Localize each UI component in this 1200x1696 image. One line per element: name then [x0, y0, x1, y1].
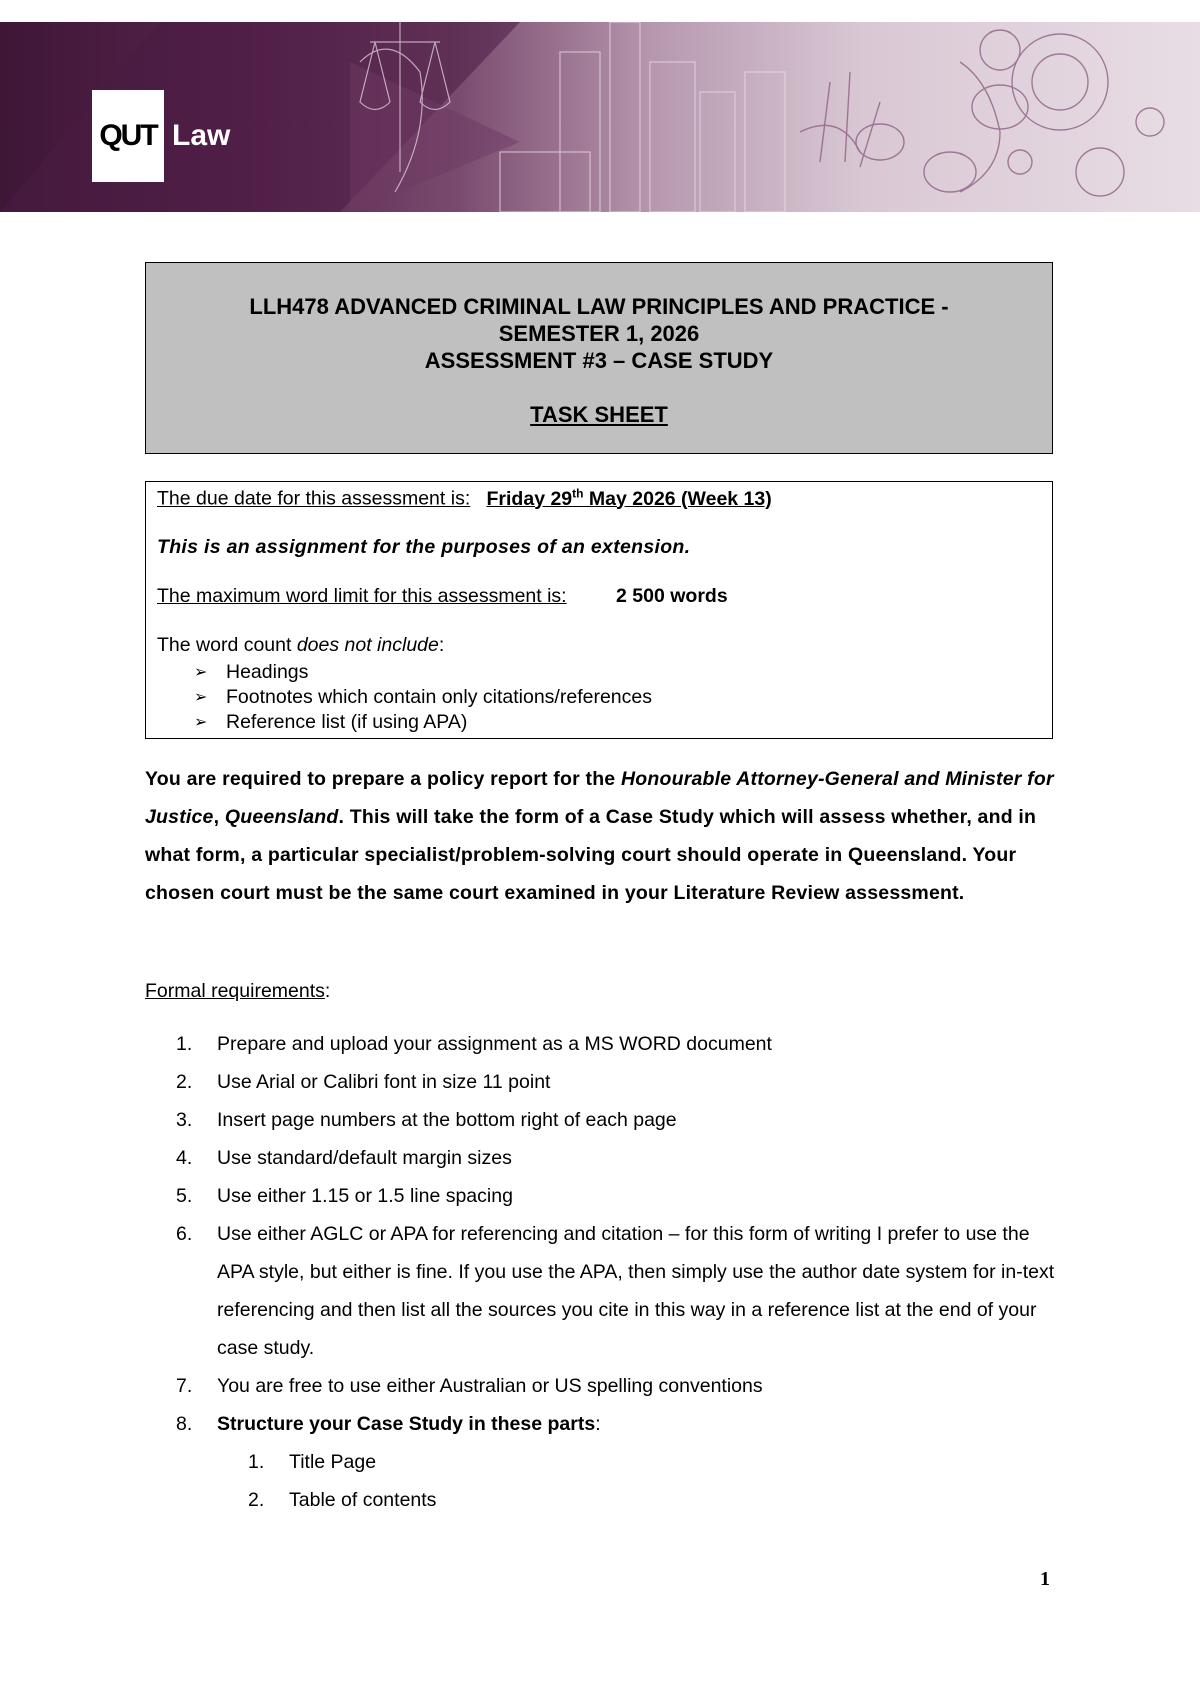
list-item [194, 685, 652, 710]
extension-note: This is an assignment for the purposes of an extension. [157, 536, 691, 558]
word-count-colon: : [438, 634, 445, 656]
arrow-bullet-icon: ➢ [194, 689, 208, 706]
title-box [145, 262, 1053, 454]
assessment-title: ASSESSMENT #3 – CASE STUDY [424, 348, 774, 373]
logo-mark: QUT [92, 90, 164, 182]
list-item-text: You are free to use either Australian or US spelling conventions [217, 1375, 763, 1397]
list-item-text: Prepare and upload your assignment as a MS WORD document [217, 1033, 772, 1055]
intro-text: You are required to prepare a policy report for the [145, 768, 621, 790]
intro-text: . This will take the form of a Case Study which will assess whether, and in what form, a particular specialist/problem-solving court should operate in Queensland. Your chosen court must be the same court examined in your Literature Review assessment. [145, 806, 1037, 904]
list-number: 4. [176, 1147, 193, 1169]
list-item-text: Use either AGLC or APA for referencing and citation – for this form of writing I prefer to use the APA style, but either is fine. If you use the APA, then simply use the author date system for in-text referencing and then list all the sources you cite in this way in a reference list at the end of your case study. [217, 1223, 1055, 1359]
formal-requirements-colon: : [324, 980, 331, 1002]
due-date-ordinal: th [572, 486, 584, 500]
list-number: 1. [176, 1033, 193, 1055]
arrow-bullet-icon: ➢ [194, 714, 208, 731]
intro-state: Queensland [224, 806, 339, 828]
due-date-label: The due date for this assessment is: [157, 487, 471, 510]
list-item [176, 1139, 1056, 1177]
sub-list-item [248, 1443, 1056, 1481]
list-item-text: Table of contents [289, 1489, 437, 1511]
arrow-bullet-icon: ➢ [194, 664, 208, 681]
sub-list-item [248, 1481, 1056, 1519]
list-item [176, 1405, 1056, 1443]
excluded-item-text: Reference list (if using APA) [226, 711, 468, 733]
list-item [176, 1367, 1056, 1405]
list-item-text: Title Page [289, 1451, 377, 1473]
requirements-list [176, 1025, 1056, 1519]
list-number: 5. [176, 1185, 193, 1207]
semester-line: SEMESTER 1, 2026 [498, 321, 700, 346]
list-number: 6. [176, 1223, 193, 1245]
intro-text: , [213, 806, 225, 828]
formal-requirements-label: Formal requirements [145, 980, 325, 1002]
task-sheet-heading: TASK SHEET [530, 402, 668, 427]
structure-colon: : [595, 1413, 601, 1435]
list-item [176, 1025, 1056, 1063]
list-number: 7. [176, 1375, 193, 1397]
list-number: 3. [176, 1109, 193, 1131]
header-banner [0, 22, 1200, 212]
list-number: 2. [176, 1071, 193, 1093]
list-number: 2. [248, 1489, 265, 1511]
excluded-list [194, 660, 652, 735]
qut-law-logo [92, 90, 230, 182]
word-count-note [157, 634, 444, 657]
page-number: 1 [1040, 1568, 1050, 1590]
due-date-day: Friday 29 [486, 487, 573, 510]
list-item [176, 1063, 1056, 1101]
intro-paragraph [145, 760, 1055, 912]
list-item-text: Use either 1.15 or 1.5 line spacing [217, 1185, 513, 1207]
due-date-row [157, 486, 772, 511]
list-item [194, 660, 652, 685]
structure-heading: Structure your Case Study in these parts [217, 1413, 596, 1435]
excluded-item-text: Headings [226, 661, 309, 683]
excluded-item-text: Footnotes which contain only citations/references [226, 686, 652, 708]
word-limit-label: The maximum word limit for this assessment is: [157, 585, 567, 607]
assessment-info-box [145, 481, 1053, 739]
intro-recipient: Honourable Attorney-General and Minister for Justice [145, 768, 1054, 828]
logo-word: Law [172, 119, 231, 152]
list-item-text: Use Arial or Calibri font in size 11 point [217, 1071, 551, 1093]
list-item [194, 710, 652, 735]
list-number: 1. [248, 1451, 265, 1473]
due-date-month: May 2026 (Week 13) [583, 487, 772, 510]
list-item [176, 1177, 1056, 1215]
word-limit-row [157, 585, 728, 608]
formal-requirements-heading [145, 980, 330, 1003]
list-item-text: Use standard/default margin sizes [217, 1147, 512, 1169]
word-limit-value: 2 500 words [616, 585, 728, 607]
list-item [176, 1215, 1056, 1367]
list-item [176, 1101, 1056, 1139]
list-number: 8. [176, 1413, 193, 1435]
unit-title: LLH478 ADVANCED CRIMINAL LAW PRINCIPLES AND PRACTICE - [249, 294, 949, 319]
word-count-text: The word count [157, 634, 297, 656]
list-item-text: Insert page numbers at the bottom right of each page [217, 1109, 677, 1131]
word-count-italic: does not include [296, 634, 439, 656]
due-date-value [487, 488, 772, 510]
